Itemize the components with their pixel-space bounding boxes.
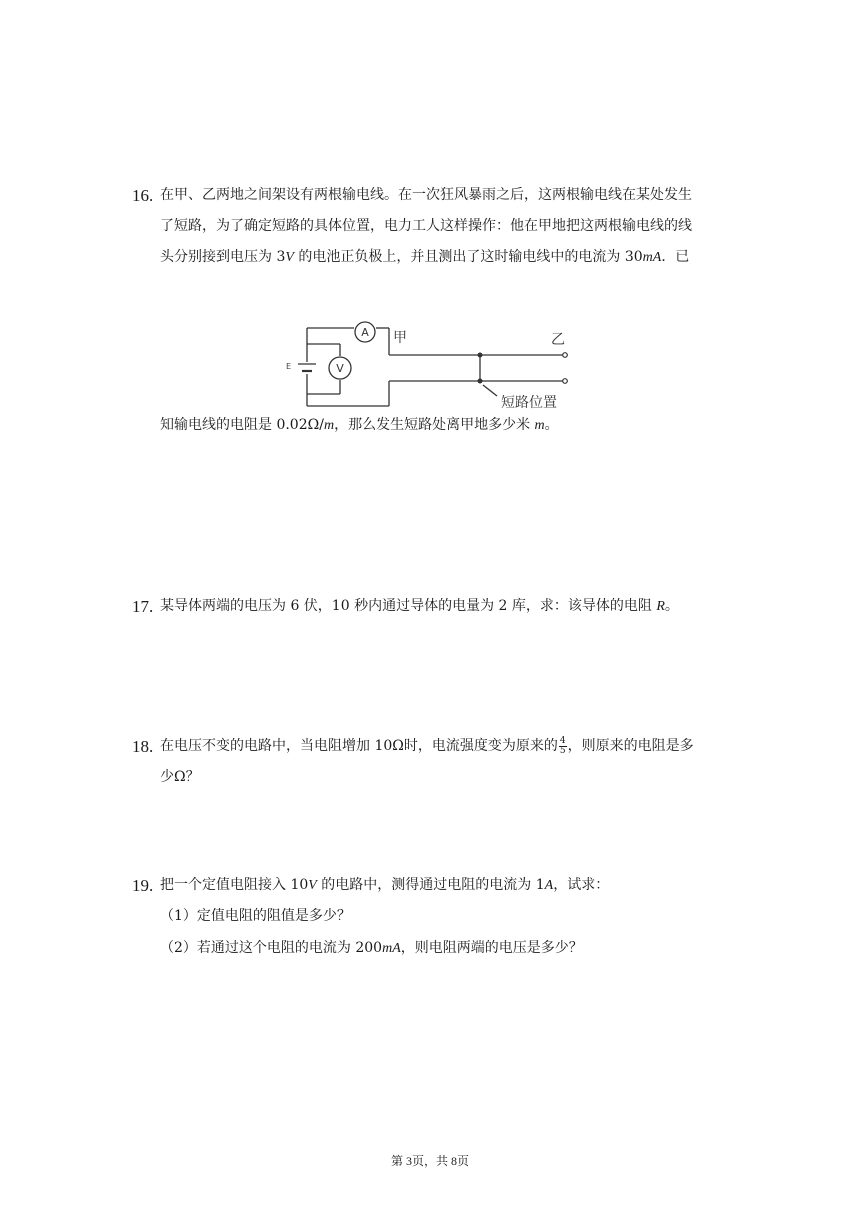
sub-question-2: （2）若通过这个电阻的电流为 200mA，则电阻两端的电压是多少？ [160,940,583,956]
question-number: 17. [132,597,154,616]
terminal-dot [563,379,568,384]
question-text-line: 少Ω？ [160,769,200,785]
question-text-line: 在甲、乙两地之间架设有两根输电线。在一次狂风暴雨之后，这两根输电线在某处发生 [160,187,692,203]
question-16-continued [132,410,732,441]
question-number: 18. [132,737,154,756]
question-text-line: 了短路，为了确定短路的具体位置，电力工人这样操作：他在甲地把这两根输电线的线 [160,218,692,234]
terminal-dot [563,353,568,358]
question-text-line: 某导体两端的电压为 6 伏，10 秒内通过导体的电量为 2 库，求：该导体的电阻 R。 [160,598,679,614]
question-18 [132,731,732,793]
question-17 [132,591,732,622]
label-jia: 甲 [393,330,407,346]
sub-question-1: （1）定值电阻的阻值是多少？ [160,908,351,924]
voltmeter-label: V [336,362,344,375]
fraction: $\frac{4}{5}$ [559,735,566,756]
battery-label: E [286,362,292,371]
question-text-line: 头分别接到电压为 3V 的电池正负极上，并且测出了这时输电线中的电流为 30mA．已 [160,249,690,265]
question-number: 19. [132,876,154,895]
question-16 [132,180,732,273]
question-text-line: 在电压不变的电路中，当电阻增加 10Ω时，电流强度变为原来的 $\frac{4}{5}$ ，则原来的电阻是多 [160,735,694,756]
question-19 [132,870,732,901]
question-text-line: 知输电线的电阻是 0.02Ω/m，那么发生短路处离甲地多少米 m。 [160,417,559,433]
page-footer: 第 3页，共 8页 [390,1154,469,1168]
junction-dot [478,353,483,358]
label-yi: 乙 [551,332,565,348]
ammeter-label: A [361,326,369,339]
junction-dot [478,379,483,384]
question-text-line: 把一个定值电阻接入 10V 的电路中，测得通过电阻的电流为 1A，试求： [160,877,610,893]
circuit-diagram [283,318,583,414]
short-circuit-label: 短路位置 [501,395,557,411]
question-number: 16. [132,186,154,205]
